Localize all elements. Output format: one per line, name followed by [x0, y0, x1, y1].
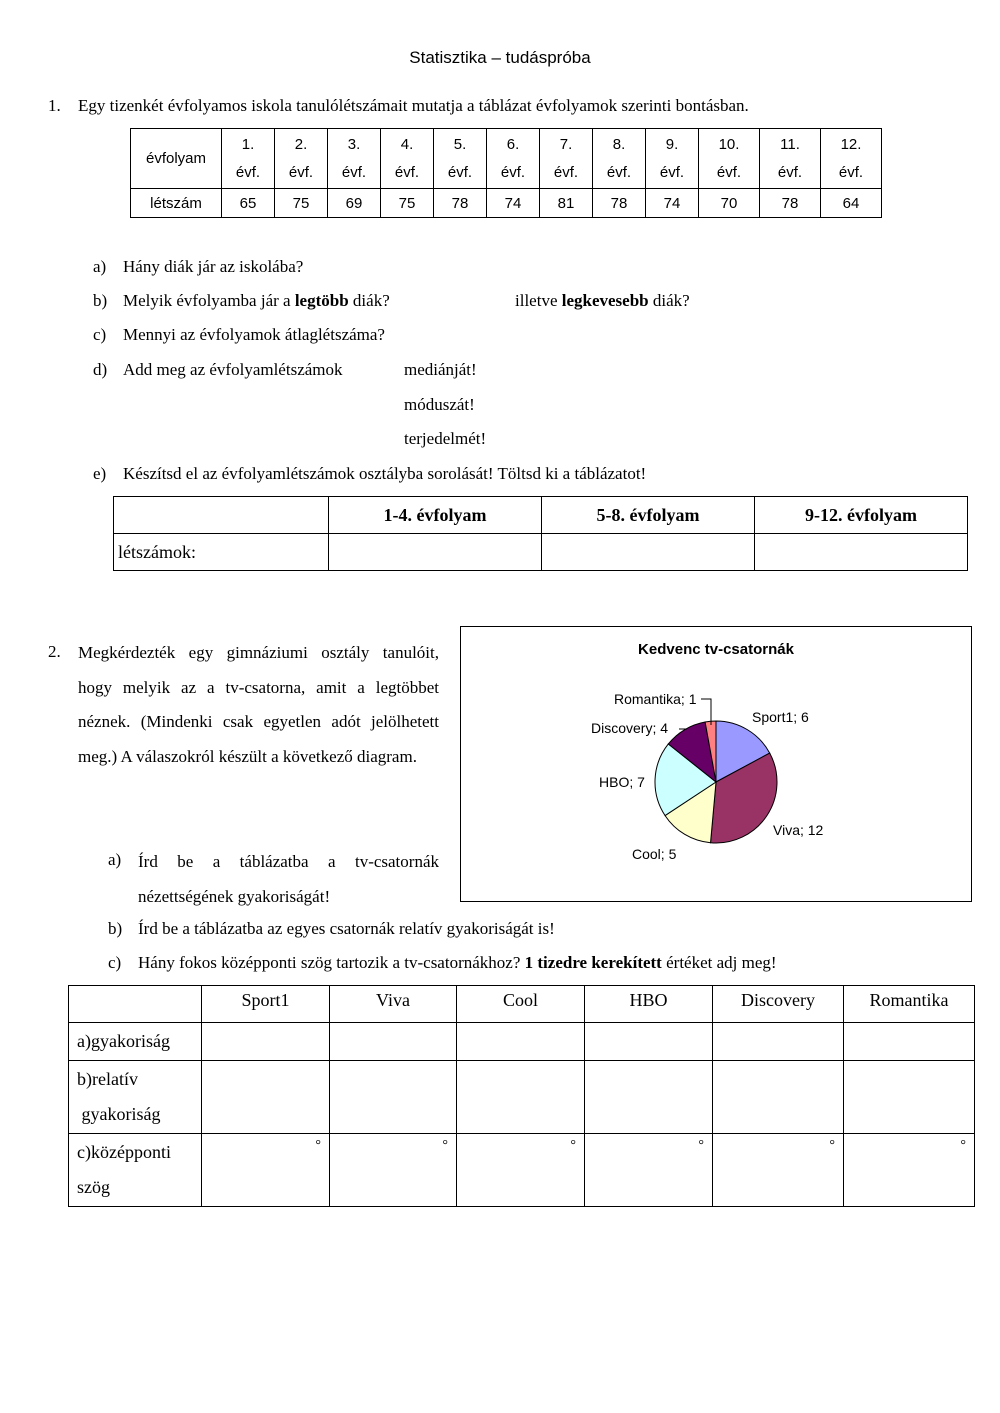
class-table-corner — [114, 497, 329, 534]
answer-cell[interactable] — [457, 1023, 585, 1061]
pie-label-romantika: Romantika; 1 — [614, 691, 697, 707]
q1a-text: Hány diák jár az iskolába? — [123, 257, 304, 276]
class-answer-cell[interactable] — [755, 534, 968, 571]
answer-cell[interactable] — [330, 1061, 457, 1134]
count-header-label: létszám — [131, 189, 222, 218]
channel-header: Discovery — [713, 986, 844, 1023]
degree-cell[interactable]: ° — [330, 1134, 457, 1207]
class-answer-cell[interactable] — [329, 534, 542, 571]
grade-cell: 8. évf. — [593, 129, 646, 189]
class-header: 9-12. évfolyam — [755, 497, 968, 534]
count-cell: 70 — [699, 189, 760, 218]
q1d-text: Add meg az évfolyamlétszámok — [123, 360, 343, 379]
degree-cell[interactable]: ° — [844, 1134, 975, 1207]
count-cell: 69 — [328, 189, 381, 218]
count-cell: 74 — [646, 189, 699, 218]
q2c-text: Hány fokos középponti szög tartozik a tv-csatornákhoz? 1 tizedre kerekített értéket adj meg! — [138, 953, 777, 972]
count-cell: 81 — [540, 189, 593, 218]
chart-title: Kedvenc tv-csatornák — [638, 641, 794, 658]
grade-cell: 2. évf. — [275, 129, 328, 189]
count-cell: 75 — [275, 189, 328, 218]
degree-cell[interactable]: ° — [202, 1134, 330, 1207]
grade-cell: 11. évf. — [760, 129, 821, 189]
q1b-text2: illetve legkevesebb diák? — [515, 291, 690, 310]
class-header: 5-8. évfolyam — [542, 497, 755, 534]
count-cell: 65 — [222, 189, 275, 218]
q1d-item: móduszát! — [404, 395, 475, 414]
q1e-label: e) — [93, 464, 107, 483]
answer-cell[interactable] — [713, 1023, 844, 1061]
q1-number: 1. — [48, 96, 61, 115]
grade-header-label: évfolyam — [131, 129, 222, 189]
answer-cell[interactable] — [457, 1061, 585, 1134]
count-cell: 75 — [381, 189, 434, 218]
count-cell: 64 — [821, 189, 882, 218]
answer-cell[interactable] — [202, 1023, 330, 1061]
grade-cell: 1. évf. — [222, 129, 275, 189]
grade-table — [130, 128, 882, 218]
answer-cell[interactable] — [844, 1023, 975, 1061]
q1d-label: d) — [93, 360, 108, 379]
count-cell: 74 — [487, 189, 540, 218]
count-cell: 78 — [434, 189, 487, 218]
q1d-item: terjedelmét! — [404, 429, 487, 448]
grade-cell: 4. évf. — [381, 129, 434, 189]
channel-table-corner — [69, 986, 202, 1023]
class-answer-cell[interactable] — [542, 534, 755, 571]
pie-label-cool: Cool; 5 — [632, 846, 677, 862]
pie-label-discovery: Discovery; 4 — [591, 720, 669, 736]
page-title: Statisztika – tudáspróba — [409, 48, 591, 67]
channel-header: Cool — [457, 986, 585, 1023]
q2-text: Megkérdezték egy gimnáziumi osztály tanulóit, hogy melyik az a tv-csatorna, amit a legtöbbet néznek. (Mindenki csak egyetlen adót jelölhetett meg.) A válaszokról készült a következő diagram. — [78, 643, 439, 766]
grade-cell: 12. évf. — [821, 129, 882, 189]
grade-cell: 10. évf. — [699, 129, 760, 189]
channel-header: Romantika — [844, 986, 975, 1023]
q1b-text: Melyik évfolyamba jár a legtöbb diák? — [123, 291, 390, 310]
answer-cell[interactable] — [585, 1023, 713, 1061]
answer-cell[interactable] — [330, 1023, 457, 1061]
degree-cell[interactable]: ° — [713, 1134, 844, 1207]
q1c-label: c) — [93, 325, 107, 344]
class-row-label: létszámok: — [114, 534, 329, 571]
pie-label-viva: Viva; 12 — [773, 822, 824, 838]
degree-cell[interactable]: ° — [585, 1134, 713, 1207]
pie-chart-box — [460, 626, 972, 902]
q2a-label: a) — [108, 850, 122, 869]
q1b-label: b) — [93, 291, 108, 310]
q1c-text: Mennyi az évfolyamok átlaglétszáma? — [123, 325, 385, 344]
count-cell: 78 — [760, 189, 821, 218]
pie-label-sport1: Sport1; 6 — [752, 709, 809, 725]
pie-label-hbo: HBO; 7 — [599, 774, 645, 790]
degree-cell[interactable]: ° — [457, 1134, 585, 1207]
q2a-text: Írd be a táblázatba a tv-csatornák nézettségének gyakoriságát! — [138, 852, 439, 906]
q1d-item: mediánját! — [404, 360, 477, 379]
grade-cell: 5. évf. — [434, 129, 487, 189]
channel-header: HBO — [585, 986, 713, 1023]
q1a-label: a) — [93, 257, 107, 276]
grade-cell: 3. évf. — [328, 129, 381, 189]
q1-text: Egy tizenkét évfolyamos iskola tanulólétszámait mutatja a táblázat évfolyamok szerinti bontásban. — [78, 96, 749, 115]
grade-cell: 6. évf. — [487, 129, 540, 189]
class-header: 1-4. évfolyam — [329, 497, 542, 534]
q2b-label: b) — [108, 919, 123, 938]
answer-cell[interactable] — [202, 1061, 330, 1134]
grade-cell: 9. évf. — [646, 129, 699, 189]
count-cell: 78 — [593, 189, 646, 218]
channel-table — [68, 985, 975, 1207]
row-label-relative: b)relatív gyakoriság — [69, 1061, 202, 1134]
q2b-text: Írd be a táblázatba az egyes csatornák relatív gyakoriságát is! — [138, 919, 555, 938]
answer-cell[interactable] — [713, 1061, 844, 1134]
grade-cell: 7. évf. — [540, 129, 593, 189]
class-table — [113, 496, 968, 571]
q2-number: 2. — [48, 642, 61, 661]
answer-cell[interactable] — [844, 1061, 975, 1134]
q1e-text: Készítsd el az évfolyamlétszámok osztályba sorolását! Töltsd ki a táblázatot! — [123, 464, 647, 483]
channel-header: Viva — [330, 986, 457, 1023]
channel-header: Sport1 — [202, 986, 330, 1023]
row-label-angle: c)középponti szög — [69, 1134, 202, 1207]
row-label-frequency: a)gyakoriság — [69, 1023, 202, 1061]
answer-cell[interactable] — [585, 1061, 713, 1134]
pie-chart — [461, 627, 971, 901]
q2c-label: c) — [108, 953, 122, 972]
